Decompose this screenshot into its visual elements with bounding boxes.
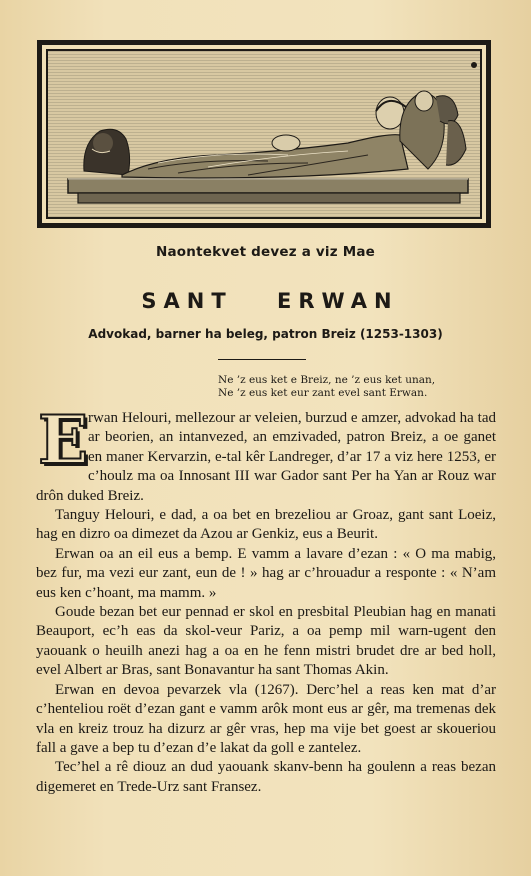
tomb-engraving <box>46 49 482 219</box>
paragraph-2: Tanguy Helouri, e dad, a oa bet en brezeliou ar Groaz, gant sant Loeiz, hag en dizro oa dimezet da Azou ar Genkiz, eus a Beurit. <box>36 507 496 543</box>
epigraph <box>218 374 508 400</box>
divider-rule <box>218 359 306 360</box>
epigraph-line-1: Ne ’z eus ket e Breiz, ne ’z eus ket unan, <box>218 374 436 386</box>
paragraph-4: Goude bezan bet eur pennad er skol en presbital Pleubian hag en manati Beauport, ec’h eas da skol-veur Pariz, a oa pemp mil warn-ugent den yaouank o heuilh anezi hag a oa en he fenn mistri brudet dre ar bed holl, evel Albert ar Bras, sant Bonavantur ha sant Thomas Akin. <box>36 604 496 679</box>
paragraph-6: Tec’hel a rê diouz an dud yaouank skanv-benn ha goulenn a reas bezan digemeret en Trede-Urz sant Fransez. <box>36 759 496 795</box>
dropcap <box>34 401 89 479</box>
paragraph-3: Erwan oa an eil eus a bemp. E vamm a lavare d’ezan : « O ma mabig, bez fur, ma vezi eur zant, eun de ! » hag ar c’hrouadur a responte : « N’am eus ken c’hoant, ma mamm. » <box>36 545 496 601</box>
paragraph-5: Erwan en devoa pevarzek vla (1267). Derc’hel a reas ken mat d’ar c’henteliou roët d’ezan gant e vamm arôk mont eus ar gêr, ma tremenas dek vla en kreiz trouz ha dizurz ar gêr vras, hep ma vije bet goest ar skoueriou fall a gave a bep tu d’ezan d’e lakat da goll e zantelez. <box>36 681 496 756</box>
engraving-frame <box>37 40 491 228</box>
page-title: SANT ERWAN <box>141 289 399 313</box>
paragraph-1 <box>36 401 496 506</box>
dropcap-letter: E <box>38 401 89 479</box>
recumbent-effigy-illustration <box>48 51 482 219</box>
paragraph-1-text: rwan Helouri, mellezour ar veleien, burzud e amzer, advokad ha tad ar beorien, an intanvezed, an emzivaded, patron Breiz, a oe ganet en maner Kervarzin, e-tal kêr Landreger, d’ar 17 a viz here 1253, er c’houlz ma oa Innosant III war Gador sant Per ha Yan ar Rouz war drôn duked Breiz. <box>36 410 496 504</box>
page-subtitle: Advokad, barner ha beleg, patron Breiz (1253-1303) <box>88 327 443 341</box>
epigraph-line-2: Ne ’z eus ket eur zant evel sant Erwan. <box>218 387 428 399</box>
illustration-caption: Naontekvet devez a viz Mae <box>155 244 376 260</box>
body-text <box>36 401 496 797</box>
